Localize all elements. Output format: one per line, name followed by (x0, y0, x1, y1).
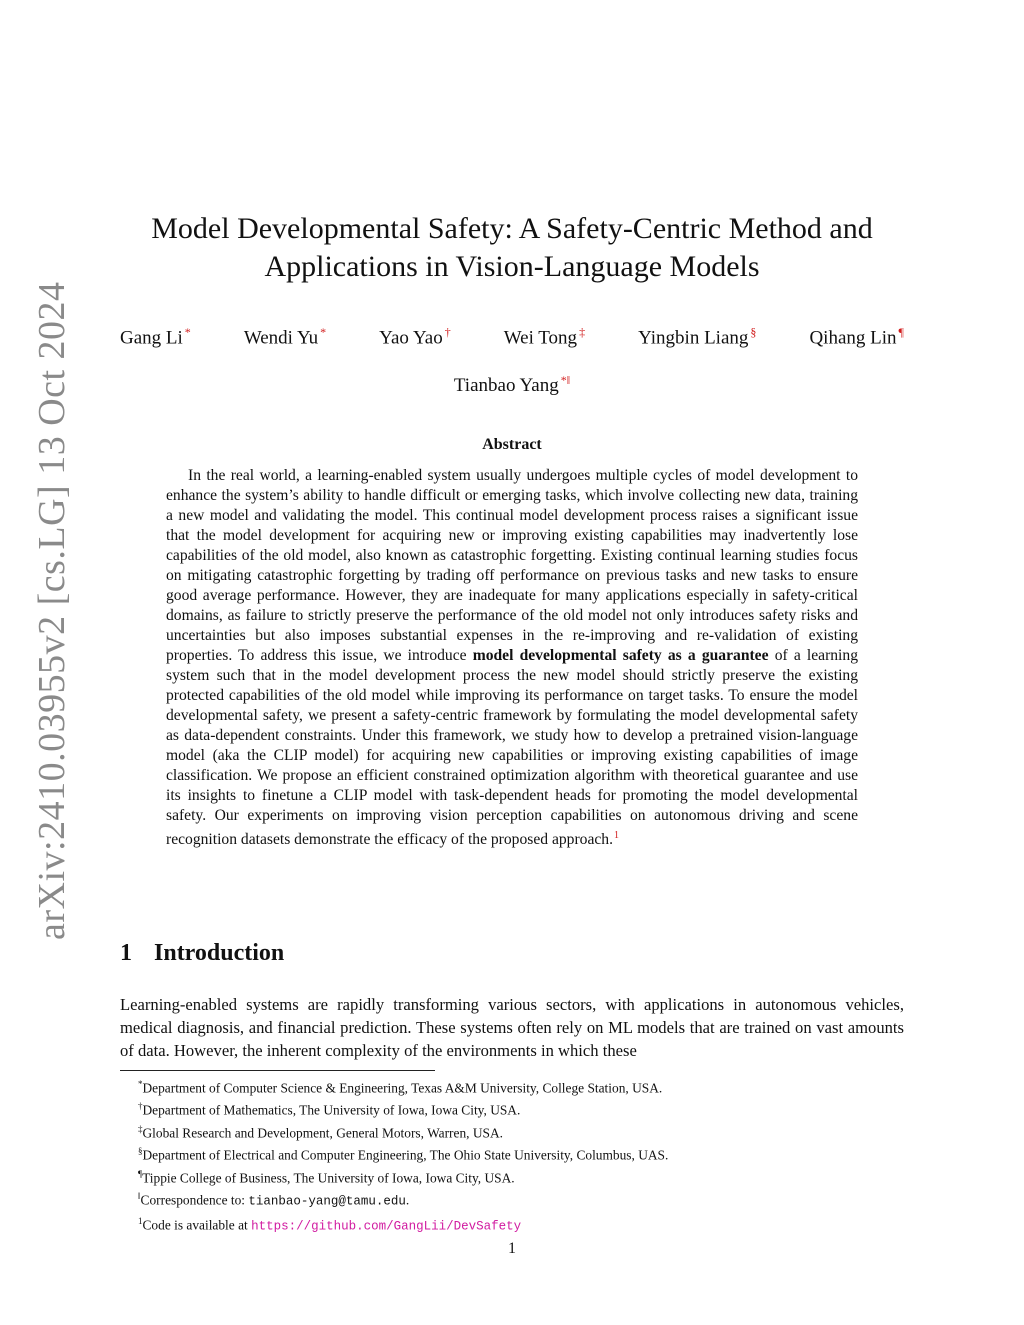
affiliation-mark: * (184, 325, 191, 339)
title-line-1: Model Developmental Safety: A Safety-Centric Method and (151, 212, 873, 245)
footnote-divider (120, 1070, 435, 1071)
code-repository-link[interactable]: https://github.com/GangLii/DevSafety (251, 1219, 522, 1234)
arxiv-identifier-stamp: arXiv:2410.03955v2 [cs.LG] 13 Oct 2024 (31, 281, 73, 940)
author-list-row-2 (120, 373, 904, 397)
footnote: *Department of Computer Science & Engineering, Texas A&M University, College Station, USA. (138, 1079, 663, 1096)
affiliation-mark: *‖ (560, 373, 571, 387)
introduction-paragraph: Learning-enabled systems are rapidly transforming various sectors, with applications in autonomous vehicles, medical diagnosis, and financial prediction. These systems often rely on ML models that are trained on vast amounts of data. However, the inherent complexity of the environments in which these (120, 995, 904, 1060)
abstract-emphasis: model developmental safety as a guarantee (472, 647, 769, 664)
author: Yingbin Liang § (638, 325, 757, 349)
author-list (120, 325, 904, 349)
affiliation-mark: ‡ (579, 325, 586, 339)
email-address[interactable]: tianbao-yang@tamu.edu (248, 1194, 406, 1209)
author: Qihang Lin ¶ (809, 325, 904, 349)
affiliation-mark: ¶ (898, 325, 904, 339)
footnote: ¶Tippie College of Business, The University of Iowa, Iowa City, USA. (138, 1168, 515, 1186)
affiliation-mark: † (444, 325, 451, 339)
title-line-2: Applications in Vision-Language Models (264, 250, 760, 283)
footnote-ref-link[interactable]: 1 (614, 830, 619, 841)
author: Tianbao Yang *‖ (453, 373, 571, 397)
author: Gang Li * (120, 325, 191, 349)
paper-title (120, 210, 904, 286)
footnote: §Department of Electrical and Computer Engineering, The Ohio State University, Columbus, UAS. (138, 1146, 669, 1163)
author: Wendi Yu * (243, 325, 327, 349)
author: Yao Yao † (379, 325, 451, 349)
footnotes (138, 1075, 938, 1236)
affiliation-mark: § (750, 325, 757, 339)
author: Wei Tong ‡ (503, 325, 586, 349)
page-number: 1 (508, 1240, 516, 1257)
section-heading-introduction: 1 Introduction (120, 940, 285, 966)
abstract-heading: Abstract (482, 436, 542, 453)
footnote: $^1$Code is available at https://github.com/GangLii/DevSafety (138, 1215, 522, 1234)
affiliation-mark: * (320, 325, 327, 339)
footnote: ‖Correspondence to: tianbao-yang@tamu.edu. (138, 1191, 410, 1209)
footnote: ‡Global Research and Development, General Motors, Warren, USA. (138, 1123, 503, 1141)
abstract-text: In the real world, a learning-enabled system usually undergoes multiple cycles of model development to enhance the system’s ability to handle difficult or emerging tasks, which involve collecting new data, training a new model and validating the model. This continual model development process raises a significant issue that the model development for acquiring new or improving existing capabilities may inadvertently lose capabilities of the old model, also known as catastrophic forgetting. Existing continual learning studies focus on mitigating catastrophic forgetting by trading off performance on previous tasks and new tasks to ensure good average performance. However, they are inadequate for many applications especially in safety-critical domains, as failure to strictly preserve the performance of the old model not only introduces safety risks and uncertainties but also imposes substantial expenses in the re-improving and re-validation of existing properties. To address this issue, we introduce model developmental safety as a guarantee of a learning system such that in the model development process the new model should strictly preserve the existing protected capabilities of the old model while improving its performance on target tasks. To ensure the model developmental safety, we present a safety-centric framework by formulating the model developmental safety as data-dependent constraints. Under this framework, we study how to develop a pretrained vision-language model (aka the CLIP model) for acquiring new capabilities or improving existing capabilities of image classification. We propose an efficient constrained optimization algorithm with theoretical guarantee and use its insights to finetune a CLIP model with task-dependent heads for promoting the model developmental safety. Our experiments on improving vision perception capabilities on autonomous driving and scene recognition datasets demonstrate the efficacy of the proposed approach.$^1$ (166, 467, 858, 849)
footnote: †Department of Mathematics, The University of Iowa, Iowa City, USA. (138, 1101, 521, 1118)
